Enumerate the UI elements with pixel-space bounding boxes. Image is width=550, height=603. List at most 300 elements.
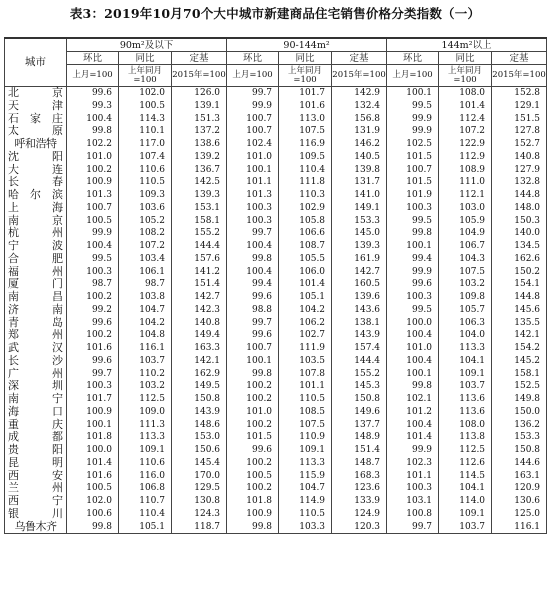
index-value: 143.9	[172, 406, 227, 419]
index-value: 125.0	[492, 508, 547, 521]
city-name	[5, 457, 67, 470]
index-value: 104.2	[119, 317, 172, 330]
index-value: 116.1	[492, 521, 547, 534]
table-row	[5, 227, 547, 240]
table-row	[5, 380, 547, 393]
index-value: 139.3	[332, 240, 387, 253]
index-value: 115.9	[279, 470, 332, 483]
index-value: 100.7	[227, 125, 279, 138]
index-value: 112.4	[439, 113, 492, 126]
index-value: 112.6	[439, 457, 492, 470]
index-value: 113.3	[279, 457, 332, 470]
index-value: 139.6	[332, 291, 387, 304]
base-note-yoy: 上年同月=100	[279, 65, 332, 87]
index-value: 154.2	[492, 342, 547, 355]
index-value: 114.3	[119, 113, 172, 126]
index-value: 100.5	[119, 100, 172, 113]
index-value: 100.5	[227, 470, 279, 483]
index-value: 122.9	[439, 138, 492, 151]
index-value: 99.2	[67, 304, 119, 317]
index-value: 124.3	[172, 508, 227, 521]
table-row	[5, 406, 547, 419]
index-value: 150.0	[492, 406, 547, 419]
sub-header-mom: 环比	[67, 52, 119, 65]
index-value: 100.4	[387, 355, 439, 368]
index-value: 107.5	[279, 125, 332, 138]
city-name	[5, 189, 67, 202]
index-value: 100.6	[67, 508, 119, 521]
index-value: 126.0	[172, 87, 227, 100]
city-char: 沈	[8, 149, 19, 163]
city-char: 福	[8, 264, 19, 278]
city-char: 宁	[52, 494, 63, 507]
index-value: 113.0	[279, 113, 332, 126]
city-char: 杭	[8, 226, 19, 240]
index-value: 100.2	[227, 419, 279, 432]
index-value: 100.1	[387, 240, 439, 253]
city-name-text	[8, 508, 63, 521]
index-value: 99.7	[227, 227, 279, 240]
city-char: 西	[8, 494, 19, 507]
index-value: 103.7	[439, 380, 492, 393]
index-value: 99.9	[67, 227, 119, 240]
city-name-text	[8, 151, 63, 164]
index-value: 151.4	[332, 444, 387, 457]
city-name-text	[8, 240, 63, 253]
table-row	[5, 87, 547, 100]
index-value: 99.5	[387, 304, 439, 317]
city-name-text	[8, 291, 63, 304]
index-value: 148.9	[332, 431, 387, 444]
index-value: 113.8	[439, 431, 492, 444]
index-value: 150.8	[172, 393, 227, 406]
index-value: 114.5	[439, 470, 492, 483]
index-value: 100.4	[387, 329, 439, 342]
index-value: 144.6	[492, 457, 547, 470]
index-value: 100.9	[67, 176, 119, 189]
index-value: 99.8	[227, 253, 279, 266]
sub-header-mom: 环比	[227, 52, 279, 65]
sub-header-yoy: 同比	[279, 52, 332, 65]
index-value: 139.1	[172, 100, 227, 113]
city-name	[5, 342, 67, 355]
index-value: 150.8	[492, 444, 547, 457]
index-value: 99.9	[387, 113, 439, 126]
index-value: 99.9	[387, 266, 439, 279]
index-value: 105.2	[119, 215, 172, 228]
city-char: 家	[30, 111, 41, 125]
index-value: 139.2	[172, 151, 227, 164]
table-row	[5, 266, 547, 279]
index-value: 150.8	[332, 393, 387, 406]
index-value: 108.2	[119, 227, 172, 240]
index-value: 110.6	[119, 457, 172, 470]
index-value: 142.5	[172, 176, 227, 189]
index-value: 117.0	[119, 138, 172, 151]
index-value: 100.2	[67, 164, 119, 177]
index-value: 107.2	[439, 125, 492, 138]
index-value: 101.6	[279, 100, 332, 113]
index-value: 101.3	[227, 189, 279, 202]
index-value: 107.5	[439, 266, 492, 279]
index-value: 154.1	[492, 278, 547, 291]
index-value: 118.7	[172, 521, 227, 534]
index-value: 144.4	[332, 355, 387, 368]
index-value: 101.4	[67, 457, 119, 470]
index-value: 143.9	[332, 329, 387, 342]
index-value: 99.8	[67, 125, 119, 138]
index-value: 148.7	[332, 457, 387, 470]
index-value: 140.8	[172, 317, 227, 330]
index-value: 100.1	[227, 355, 279, 368]
index-value: 100.3	[387, 202, 439, 215]
table-row	[5, 164, 547, 177]
index-value: 142.1	[172, 355, 227, 368]
city-char: 深	[8, 379, 19, 393]
index-value: 101.1	[279, 380, 332, 393]
index-value: 106.2	[279, 317, 332, 330]
sub-header-yoy: 同比	[439, 52, 492, 65]
index-value: 112.1	[439, 189, 492, 202]
index-value: 104.1	[439, 482, 492, 495]
index-value: 161.9	[332, 253, 387, 266]
index-value: 114.0	[439, 495, 492, 508]
index-value: 144.4	[172, 240, 227, 253]
index-value: 103.6	[119, 202, 172, 215]
city-char: 银	[8, 506, 19, 520]
index-value: 132.8	[492, 176, 547, 189]
index-value: 113.6	[439, 406, 492, 419]
index-value: 101.9	[387, 189, 439, 202]
city-name	[5, 202, 67, 215]
city-name	[5, 253, 67, 266]
index-value: 100.9	[67, 406, 119, 419]
index-value: 100.7	[67, 202, 119, 215]
index-value: 108.0	[439, 87, 492, 100]
index-value: 107.4	[119, 151, 172, 164]
index-value: 138.6	[172, 138, 227, 151]
index-value: 101.0	[387, 342, 439, 355]
index-value: 127.8	[492, 125, 547, 138]
index-value: 148.6	[172, 419, 227, 432]
index-value: 103.2	[439, 278, 492, 291]
index-value: 108.9	[439, 164, 492, 177]
index-value: 99.9	[387, 125, 439, 138]
index-value: 103.7	[119, 355, 172, 368]
index-value: 99.8	[227, 368, 279, 381]
index-value: 149.8	[492, 393, 547, 406]
index-value: 102.1	[387, 393, 439, 406]
index-value: 149.6	[332, 406, 387, 419]
index-value: 110.2	[119, 368, 172, 381]
index-value: 160.5	[332, 278, 387, 291]
index-value: 153.3	[492, 431, 547, 444]
index-value: 133.9	[332, 495, 387, 508]
city-column-header: 城市	[5, 38, 67, 87]
index-value: 152.5	[492, 380, 547, 393]
city-name	[5, 495, 67, 508]
index-value: 102.9	[279, 202, 332, 215]
index-value: 110.4	[119, 508, 172, 521]
index-value: 112.9	[439, 151, 492, 164]
city-name	[5, 138, 67, 151]
index-value: 106.6	[279, 227, 332, 240]
index-value: 109.8	[439, 291, 492, 304]
city-char: 哈	[8, 188, 19, 201]
index-value: 144.8	[492, 189, 547, 202]
table-row	[5, 329, 547, 342]
index-value: 120.9	[492, 482, 547, 495]
index-value: 104.1	[439, 355, 492, 368]
city-char: 肥	[52, 251, 63, 265]
index-value: 134.5	[492, 240, 547, 253]
table-header	[5, 38, 547, 87]
index-value: 104.7	[279, 482, 332, 495]
index-value: 112.5	[119, 393, 172, 406]
city-char: 南	[8, 392, 19, 405]
table-row	[5, 138, 547, 151]
city-char: 厦	[8, 277, 19, 291]
city-char: 青	[8, 315, 19, 329]
city-name-text	[8, 100, 63, 113]
index-value: 104.9	[439, 227, 492, 240]
city-char: 安	[52, 468, 63, 482]
city-name-text	[8, 495, 63, 508]
city-char: 京	[52, 86, 63, 99]
city-char: 长	[8, 175, 19, 189]
table-row	[5, 482, 547, 495]
index-value: 105.1	[279, 291, 332, 304]
base-note-mom: 上月=100	[227, 65, 279, 87]
city-char: 尔	[30, 188, 41, 201]
city-char: 圳	[52, 379, 63, 393]
group-header-large: 144m²以上	[387, 38, 547, 52]
city-char: 州	[52, 226, 63, 240]
index-value: 170.0	[172, 470, 227, 483]
city-name-text: 呼和浩特	[14, 137, 57, 150]
index-value: 104.0	[439, 329, 492, 342]
index-value: 103.7	[439, 521, 492, 534]
index-value: 151.4	[172, 278, 227, 291]
city-char: 合	[8, 251, 19, 265]
index-value: 124.9	[332, 508, 387, 521]
index-value: 110.5	[279, 508, 332, 521]
index-value: 106.7	[439, 240, 492, 253]
city-char: 太	[8, 124, 19, 138]
index-value: 105.5	[279, 253, 332, 266]
index-value: 101.1	[387, 470, 439, 483]
city-name	[5, 393, 67, 406]
city-char: 州	[52, 328, 63, 342]
city-char: 春	[52, 175, 63, 189]
group-header-small: 90m²及以下	[67, 38, 227, 52]
index-value: 152.8	[492, 87, 547, 100]
index-value: 101.3	[67, 189, 119, 202]
city-char: 原	[52, 124, 63, 138]
index-value: 113.3	[119, 431, 172, 444]
city-char: 西	[8, 468, 19, 482]
city-name	[5, 240, 67, 253]
index-value: 100.3	[227, 215, 279, 228]
index-value: 101.7	[279, 87, 332, 100]
table-row	[5, 100, 547, 113]
index-value: 103.2	[119, 380, 172, 393]
index-value: 149.4	[172, 329, 227, 342]
index-value: 100.3	[387, 482, 439, 495]
city-char: 宁	[52, 392, 63, 405]
city-name-text	[8, 355, 63, 368]
table-title: 表3：2019年10月70个大中城市新建商品住宅销售价格分类指数（一）	[69, 6, 481, 21]
base-note-mom: 上月=100	[387, 65, 439, 87]
index-value: 155.2	[172, 227, 227, 240]
city-char: 州	[52, 264, 63, 278]
city-char: 京	[52, 213, 63, 227]
index-value: 107.5	[279, 419, 332, 432]
index-value: 99.8	[67, 521, 119, 534]
index-value: 99.8	[387, 380, 439, 393]
group-header-medium: 90-144m²	[227, 38, 387, 52]
index-value: 142.3	[172, 304, 227, 317]
city-name	[5, 444, 67, 457]
index-value: 101.0	[67, 151, 119, 164]
index-value: 153.0	[172, 431, 227, 444]
index-value: 163.3	[172, 342, 227, 355]
index-value: 110.7	[119, 495, 172, 508]
index-value: 101.5	[227, 431, 279, 444]
index-value: 110.5	[279, 393, 332, 406]
table-row	[5, 304, 547, 317]
city-name	[5, 355, 67, 368]
index-value: 143.6	[332, 304, 387, 317]
table-row	[5, 431, 547, 444]
index-value: 111.0	[439, 176, 492, 189]
index-value: 100.5	[67, 482, 119, 495]
index-value: 102.0	[119, 87, 172, 100]
index-value: 142.1	[492, 329, 547, 342]
index-value: 100.4	[67, 113, 119, 126]
base-note-base: 2015年=100	[172, 65, 227, 87]
index-value: 103.8	[119, 291, 172, 304]
index-value: 106.8	[119, 482, 172, 495]
index-value: 145.0	[332, 227, 387, 240]
index-value: 100.1	[387, 368, 439, 381]
index-value: 157.6	[172, 253, 227, 266]
index-value: 102.2	[67, 138, 119, 151]
index-value: 141.2	[172, 266, 227, 279]
index-value: 99.5	[387, 100, 439, 113]
index-value: 101.6	[67, 342, 119, 355]
index-value: 107.8	[279, 368, 332, 381]
index-value: 101.5	[387, 151, 439, 164]
index-value: 110.5	[119, 176, 172, 189]
index-value: 106.0	[279, 266, 332, 279]
table-row	[5, 125, 547, 138]
index-value: 150.6	[172, 444, 227, 457]
index-value: 142.7	[332, 266, 387, 279]
city-char: 武	[8, 341, 19, 354]
sub-header-base: 定基	[492, 52, 547, 65]
city-name-text	[8, 342, 63, 355]
index-value: 101.4	[279, 278, 332, 291]
index-value: 141.0	[332, 189, 387, 202]
table-row	[5, 291, 547, 304]
index-value: 105.8	[279, 215, 332, 228]
index-value: 102.5	[387, 138, 439, 151]
index-value: 100.2	[227, 482, 279, 495]
index-value: 140.5	[332, 151, 387, 164]
index-value: 99.7	[67, 368, 119, 381]
index-value: 106.1	[119, 266, 172, 279]
index-value: 103.1	[387, 495, 439, 508]
index-value: 108.5	[279, 406, 332, 419]
index-value: 109.1	[119, 444, 172, 457]
base-note-base: 2015年=100	[492, 65, 547, 87]
table-row	[5, 419, 547, 432]
index-value: 100.8	[387, 508, 439, 521]
index-value: 98.8	[227, 304, 279, 317]
city-name	[5, 521, 67, 534]
city-name	[5, 304, 67, 317]
index-value: 155.2	[332, 368, 387, 381]
index-value: 145.4	[172, 457, 227, 470]
index-value: 168.3	[332, 470, 387, 483]
table-row	[5, 317, 547, 330]
index-value: 112.5	[439, 444, 492, 457]
index-value: 104.3	[439, 253, 492, 266]
index-value: 100.0	[387, 317, 439, 330]
city-char: 海	[52, 200, 63, 214]
city-name-text	[8, 253, 63, 266]
index-value: 100.3	[227, 202, 279, 215]
city-char: 汉	[52, 341, 63, 354]
index-value: 105.1	[119, 521, 172, 534]
index-value: 116.9	[279, 138, 332, 151]
city-char: 成	[8, 430, 19, 444]
index-value: 102.3	[387, 457, 439, 470]
index-value: 150.2	[492, 266, 547, 279]
index-value: 142.9	[332, 87, 387, 100]
index-value: 132.4	[332, 100, 387, 113]
price-index-table	[4, 37, 547, 534]
table-body	[5, 87, 547, 534]
index-value: 148.0	[492, 202, 547, 215]
index-value: 162.6	[492, 253, 547, 266]
index-value: 99.6	[387, 278, 439, 291]
index-value: 151.3	[172, 113, 227, 126]
index-value: 103.4	[119, 253, 172, 266]
index-value: 99.3	[67, 100, 119, 113]
index-value: 136.7	[172, 164, 227, 177]
city-char: 滨	[52, 188, 63, 201]
city-char: 门	[52, 277, 63, 291]
index-value: 127.9	[492, 164, 547, 177]
index-value: 99.6	[227, 329, 279, 342]
index-value: 99.8	[387, 227, 439, 240]
table-row	[5, 444, 547, 457]
index-value: 100.3	[67, 380, 119, 393]
index-value: 120.3	[332, 521, 387, 534]
city-char: 沙	[52, 353, 63, 367]
city-char: 南	[52, 302, 63, 316]
index-value: 99.6	[227, 444, 279, 457]
index-value: 139.3	[172, 189, 227, 202]
city-char: 庆	[52, 417, 63, 431]
index-value: 162.9	[172, 368, 227, 381]
city-char: 阳	[52, 443, 63, 456]
index-value: 100.1	[227, 164, 279, 177]
index-value: 149.1	[332, 202, 387, 215]
index-value: 100.2	[227, 457, 279, 470]
